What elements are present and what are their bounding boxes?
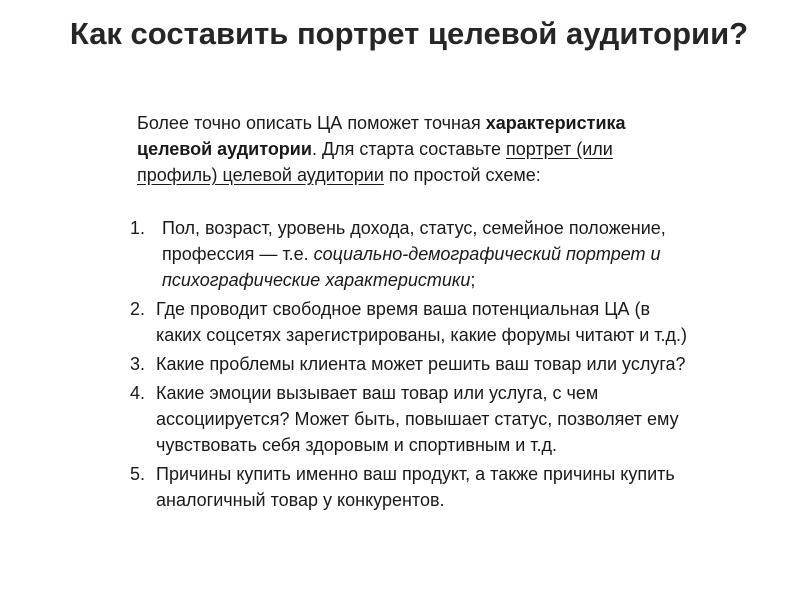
intro-text-2: . Для старта составьте: [311, 139, 506, 159]
step-text: [156, 215, 690, 293]
list-item-step-1: [130, 215, 690, 293]
step-1-text: Пол, возраст, уровень дохода, статус, семейное положение, профессия — т.е.: [162, 218, 666, 264]
audience-portrait-link[interactable]: портрет (или профиль) целевой аудитории: [137, 139, 613, 185]
step-3-text: Какие проблемы клиента может решить ваш товар или услуга?: [156, 354, 686, 374]
step-2-text: Где проводит свободное время ваша потенциальная ЦА (в каких соцсетях зарегистрированы, какие форумы читают и т.д.): [156, 299, 688, 345]
list-item-step-4: [130, 380, 690, 458]
intro-paragraph: [137, 110, 657, 188]
step-5-text: Причины купить именно ваш продукт, а также причины купить аналогичный товар у конкурентов.: [156, 464, 675, 510]
list-item-step-3: [130, 351, 690, 377]
step-1-tail: ;: [470, 270, 476, 290]
intro-bold-term: характеристика целевой аудитории: [137, 113, 626, 159]
step-4-text: Какие эмоции вызывает ваш товар или услуга, с чем ассоциируется? Может быть, повышает статус, позволяет ему чувствовать себя здоровым и спортивным и т.д.: [156, 383, 679, 455]
intro-text: Более точно описать ЦА поможет точная: [137, 113, 486, 133]
step-number: 1.: [130, 218, 146, 238]
steps-list: [130, 215, 690, 516]
page-title: Как составить портрет целевой аудитории?: [69, 16, 749, 51]
step-number: 4.: [130, 383, 146, 403]
step-1-italic-term: социально-демографический портрет и психографические характеристики: [162, 244, 661, 290]
list-item-step-5: [130, 461, 690, 513]
step-number: 2.: [130, 299, 146, 319]
step-number: 5.: [130, 464, 146, 484]
intro-text-3: по простой схеме:: [383, 165, 541, 185]
list-item-step-2: [130, 296, 690, 348]
step-number: 3.: [130, 354, 146, 374]
